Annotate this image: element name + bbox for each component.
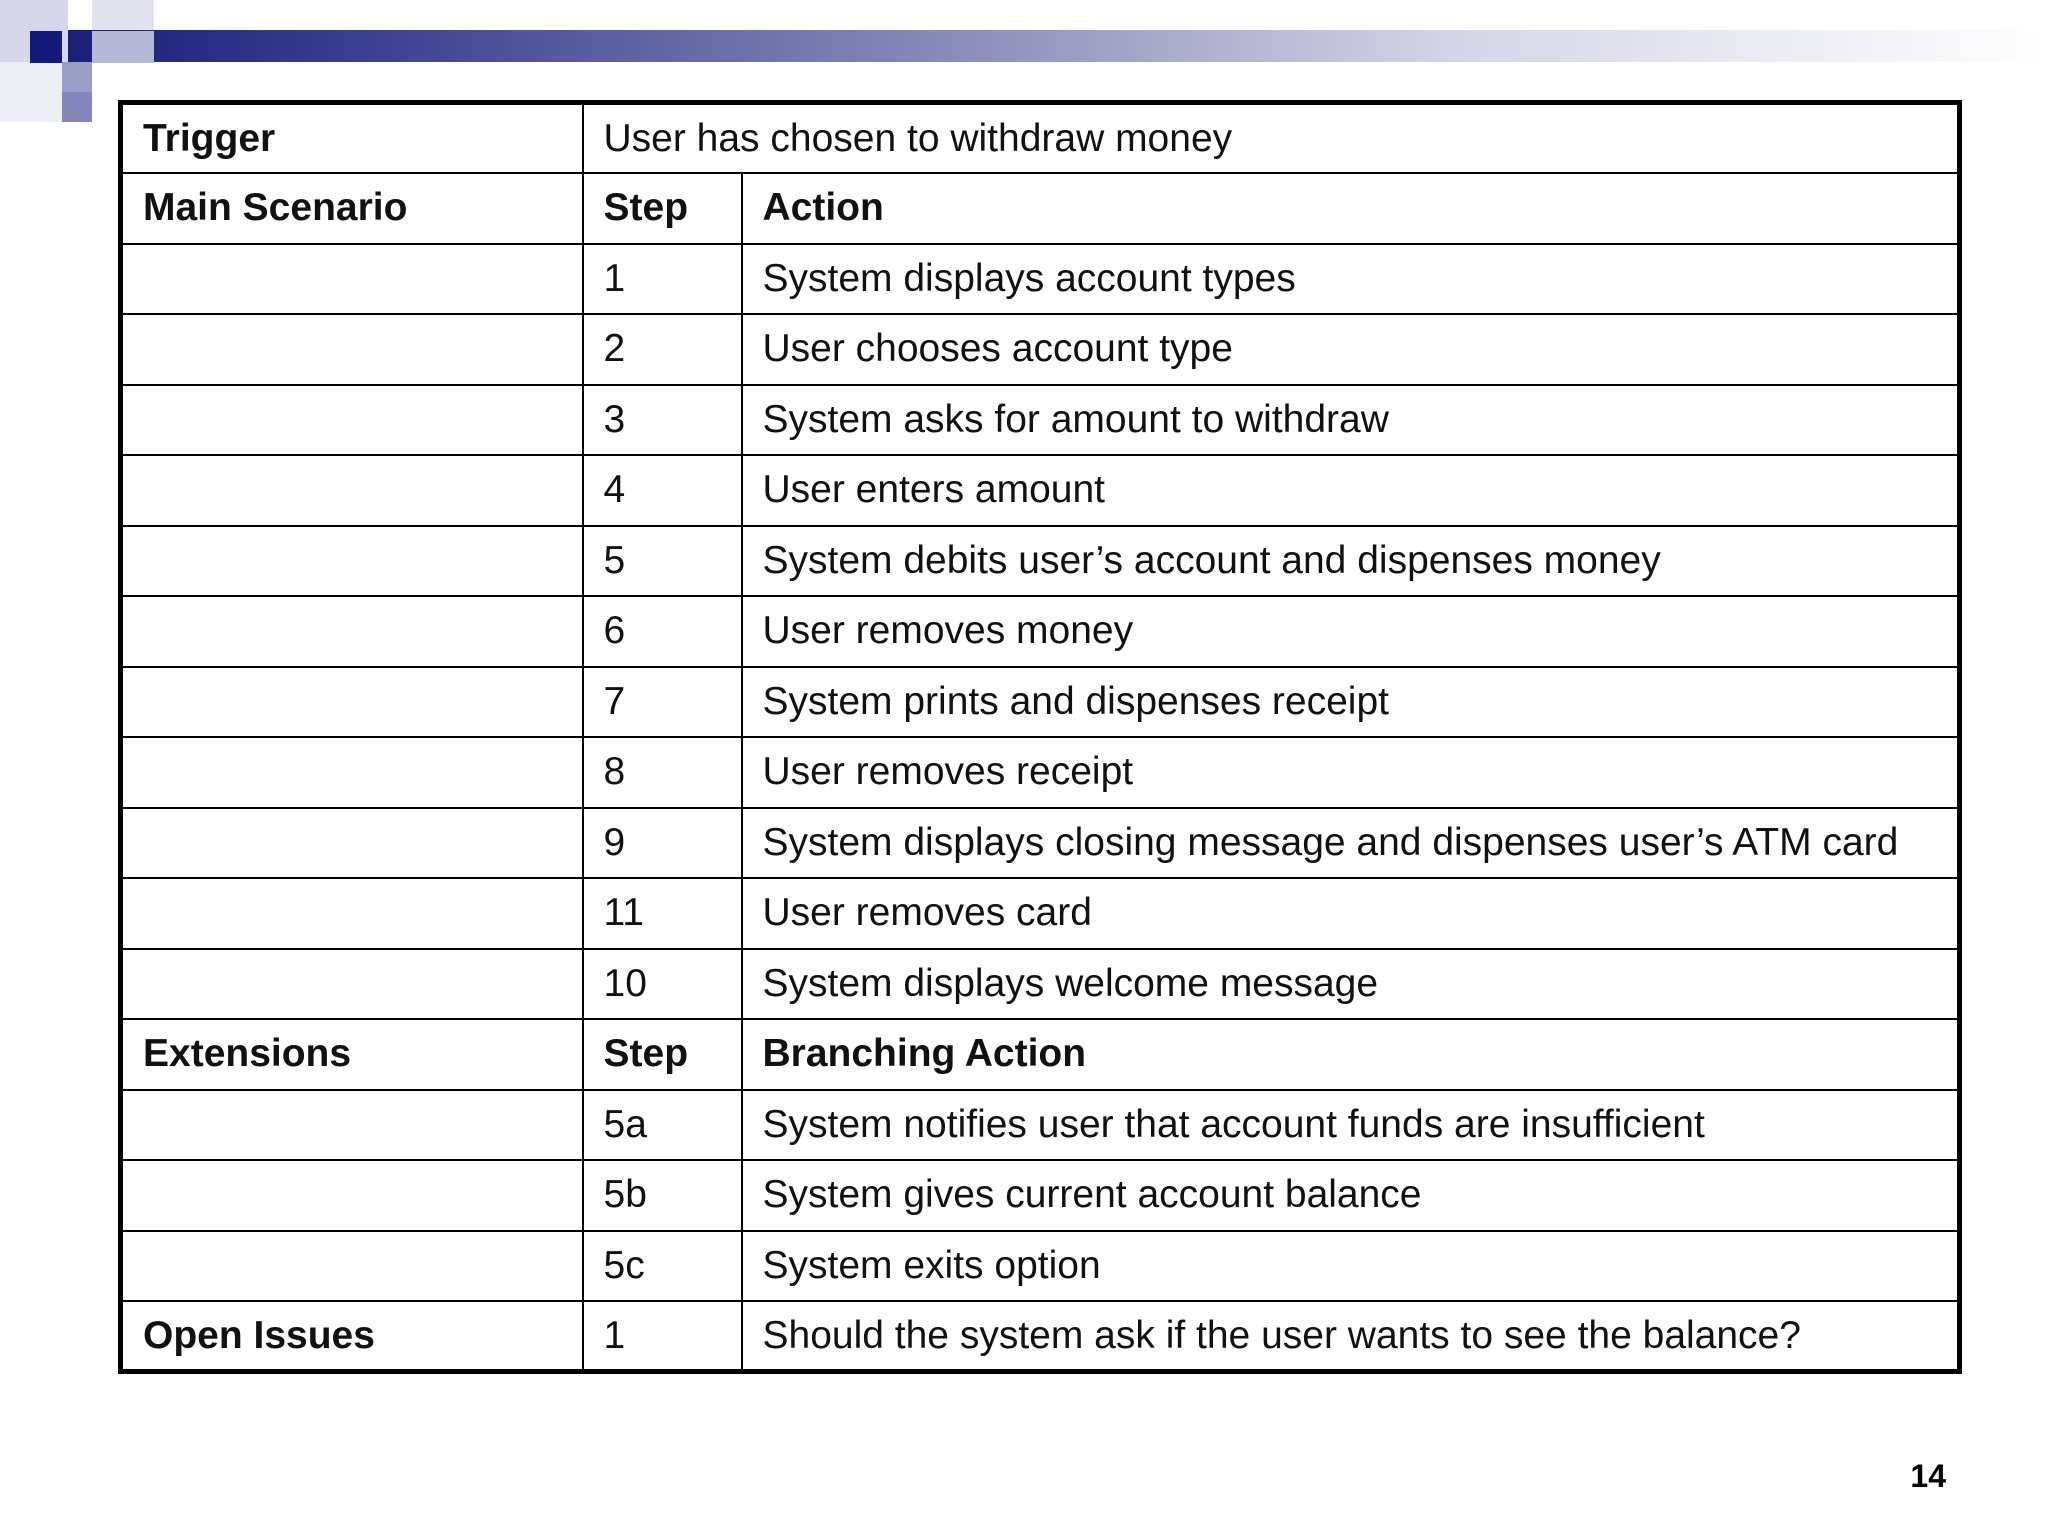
open-issues-label: Open Issues bbox=[121, 1301, 583, 1372]
action-cell: User chooses account type bbox=[742, 314, 1960, 385]
table-row bbox=[121, 1160, 1960, 1231]
main-scenario-header-row bbox=[121, 173, 1960, 244]
table-row bbox=[121, 455, 1960, 526]
main-scenario-label: Main Scenario bbox=[121, 173, 583, 244]
decorative-square bbox=[30, 31, 62, 63]
empty-cell bbox=[121, 808, 583, 879]
step-header: Step bbox=[583, 1019, 742, 1090]
empty-cell bbox=[121, 667, 583, 738]
table-row bbox=[121, 949, 1960, 1020]
action-cell: System displays closing message and dispenses user’s ATM card bbox=[742, 808, 1960, 879]
table-row bbox=[121, 314, 1960, 385]
table-row bbox=[121, 878, 1960, 949]
extensions-label: Extensions bbox=[121, 1019, 583, 1090]
use-case-table bbox=[118, 100, 1962, 1374]
trigger-row bbox=[121, 103, 1960, 174]
action-cell: System asks for amount to withdraw bbox=[742, 385, 1960, 456]
decorative-square bbox=[62, 92, 92, 122]
table-row bbox=[121, 1231, 1960, 1302]
step-cell: 1 bbox=[583, 1301, 742, 1372]
action-cell: System gives current account balance bbox=[742, 1160, 1960, 1231]
empty-cell bbox=[121, 1090, 583, 1161]
action-cell: System displays account types bbox=[742, 244, 1960, 315]
action-cell: User removes card bbox=[742, 878, 1960, 949]
page-number: 14 bbox=[1910, 1458, 1946, 1494]
table-row bbox=[121, 385, 1960, 456]
decorative-square bbox=[0, 62, 62, 122]
table-row bbox=[121, 808, 1960, 879]
action-cell: System displays welcome message bbox=[742, 949, 1960, 1020]
action-cell: System exits option bbox=[742, 1231, 1960, 1302]
empty-cell bbox=[121, 526, 583, 597]
empty-cell bbox=[121, 314, 583, 385]
step-header: Step bbox=[583, 173, 742, 244]
step-cell: 7 bbox=[583, 667, 742, 738]
empty-cell bbox=[121, 244, 583, 315]
step-cell: 9 bbox=[583, 808, 742, 879]
header-gradient-bar bbox=[68, 30, 2048, 62]
table-row bbox=[121, 244, 1960, 315]
open-issue-text: Should the system ask if the user wants to see the balance? bbox=[742, 1301, 1960, 1372]
action-cell: User removes money bbox=[742, 596, 1960, 667]
empty-cell bbox=[121, 878, 583, 949]
step-cell: 3 bbox=[583, 385, 742, 456]
step-cell: 5b bbox=[583, 1160, 742, 1231]
action-cell: System debits user’s account and dispenses money bbox=[742, 526, 1960, 597]
empty-cell bbox=[121, 1160, 583, 1231]
empty-cell bbox=[121, 949, 583, 1020]
empty-cell bbox=[121, 737, 583, 808]
step-cell: 2 bbox=[583, 314, 742, 385]
action-header: Action bbox=[742, 173, 1960, 244]
trigger-label: Trigger bbox=[121, 103, 583, 174]
table-row bbox=[121, 596, 1960, 667]
empty-cell bbox=[121, 1231, 583, 1302]
action-cell: User enters amount bbox=[742, 455, 1960, 526]
action-cell: System prints and dispenses receipt bbox=[742, 667, 1960, 738]
step-cell: 10 bbox=[583, 949, 742, 1020]
step-cell: 8 bbox=[583, 737, 742, 808]
step-cell: 5 bbox=[583, 526, 742, 597]
branching-action-header: Branching Action bbox=[742, 1019, 1960, 1090]
step-cell: 11 bbox=[583, 878, 742, 949]
step-cell: 6 bbox=[583, 596, 742, 667]
extensions-header-row bbox=[121, 1019, 1960, 1090]
step-cell: 1 bbox=[583, 244, 742, 315]
action-cell: User removes receipt bbox=[742, 737, 1960, 808]
table-row bbox=[121, 1090, 1960, 1161]
empty-cell bbox=[121, 455, 583, 526]
decorative-square bbox=[92, 31, 154, 63]
step-cell: 5c bbox=[583, 1231, 742, 1302]
step-cell: 5a bbox=[583, 1090, 742, 1161]
empty-cell bbox=[121, 385, 583, 456]
open-issues-row bbox=[121, 1301, 1960, 1372]
trigger-value: User has chosen to withdraw money bbox=[583, 103, 1960, 174]
step-cell: 4 bbox=[583, 455, 742, 526]
empty-cell bbox=[121, 596, 583, 667]
table-row bbox=[121, 667, 1960, 738]
action-cell: System notifies user that account funds are insufficient bbox=[742, 1090, 1960, 1161]
table-row bbox=[121, 737, 1960, 808]
table-row bbox=[121, 526, 1960, 597]
